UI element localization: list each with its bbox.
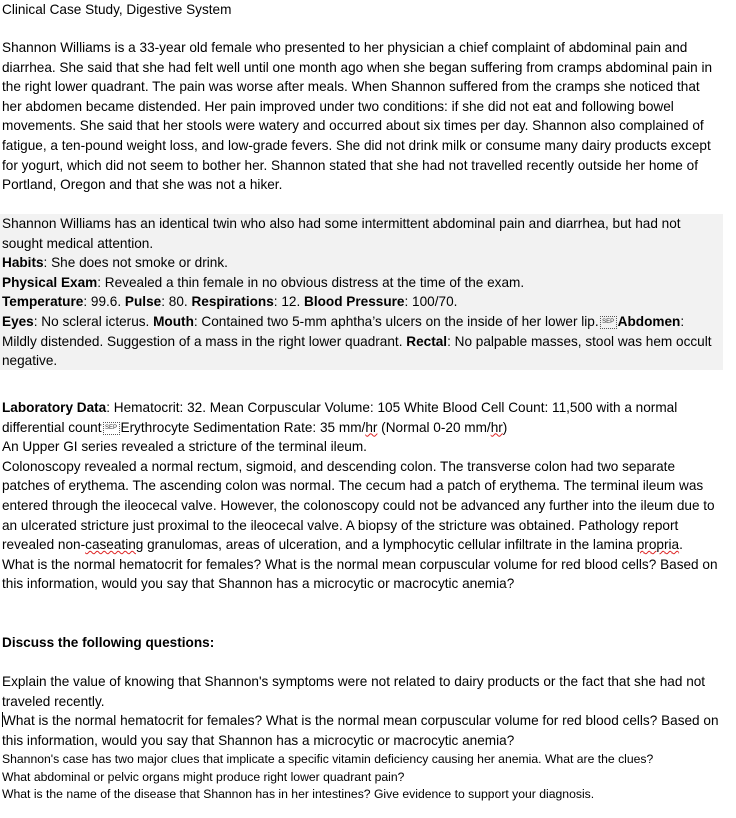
lab-label: Laboratory Data bbox=[2, 400, 107, 415]
document-title: Clinical Case Study, Digestive System bbox=[2, 2, 232, 17]
question-2: What is the normal hematocrit for females? What is the normal mean corpuscular volume for red blood cells? Based on this information, would you say that Shannon has a microcytic or macrocytic anemia? bbox=[2, 713, 719, 748]
abdomen-text: : Mildly distended. Suggestion of a mass in the right lower quadrant. bbox=[2, 313, 685, 349]
abdomen-label: Abdomen bbox=[617, 313, 681, 329]
exam-block bbox=[2, 214, 722, 371]
pulse-value: : 80. bbox=[161, 294, 192, 310]
hr-unit-2: hr bbox=[490, 419, 503, 435]
question-1: Explain the value of knowing that Shannon's symptoms were not related to dairy products or the fact that she had not traveled recently. bbox=[2, 674, 706, 709]
rectal-text: : No palpable masses, stool was hem occult negative. bbox=[2, 333, 712, 369]
colonoscopy-text-a: Colonoscopy revealed a normal rectum, sigmoid, and descending colon. The transverse colon had two separate patches of erythema. The ascending colon was normal. The cecum had a patch of erythema. The terminal ileum was entered through the ileocecal valve. However, the colonoscopy could not be advanced any further into the ileum due to an ulcerated stricture just proximal to the ileocecal valve. A biopsy of the stricture was obtained. Pathology report revealed non- bbox=[2, 458, 715, 553]
lab-block bbox=[2, 398, 722, 594]
question-hematocrit-top: What is the normal hematocrit for females? What is the normal mean corpuscular volume for red blood cells? Based on this information, would you say that Shannon has a microcytic or macrocytic anemia? bbox=[2, 556, 718, 592]
temperature-value: : 99.6. bbox=[83, 294, 125, 310]
blood-pressure-label: Blood Pressure bbox=[304, 294, 405, 310]
discuss-heading-text: Discuss the following questions: bbox=[2, 635, 215, 650]
lab-text-b: Erythrocyte Sedimentation Rate: 35 mm/ bbox=[120, 419, 366, 435]
upper-gi-text: An Upper GI series revealed a stricture of the terminal ileum. bbox=[2, 439, 367, 455]
exam-label: Physical Exam bbox=[2, 274, 98, 290]
mouth-text: : Contained two 5-mm aphtha’s ulcers on the inside of her lower lip. bbox=[193, 313, 599, 329]
lab-text-a: : Hematocrit: 32. Mean Corpuscular Volume: 105 White Blood Cell Count: 11,500 with a normal differential count bbox=[2, 400, 678, 435]
habits-label: Habits bbox=[2, 255, 44, 271]
question-5: What is the name of the disease that Shannon has in her intestines? Give evidence to support your diagnosis. bbox=[2, 787, 595, 802]
mouth-label: Mouth bbox=[153, 313, 194, 329]
twin-text: Shannon Williams has an identical twin who also had some intermittent abdominal pain and diarrhea, but had not sought medical attention. bbox=[2, 216, 681, 251]
questions-small-block bbox=[2, 751, 722, 804]
case-paragraph: Shannon Williams is a 33-year old female who presented to her physician a chief complaint of abdominal pain and diarrhea. She said that she had felt well until one month ago when she began suffering from cramps abdominal pain in the right lower quadrant. The pain was worse after meals. When Shannon suffered from the cramps she noticed that her abdomen became distended. Her pain improved under two conditions: if she did not eat and following bowel movements. She said that her stools were watery and occurred about six times per day. Shannon also complained of fatigue, a ten-pound weight loss, and low-grade fevers. She did not drink milk or consume many dairy products except for yogurt, which did not seem to bother her. Shannon stated that she had not travelled recently outside her home of Portland, Oregon and that she was not a hiker. bbox=[2, 40, 713, 193]
habits-text: : She does not smoke or drink. bbox=[43, 255, 228, 271]
question-3: Shannon's case has two major clues that implicate a specific vitamin deficiency causing her anemia. What are the clues? bbox=[2, 752, 654, 766]
propria-word: propria bbox=[636, 537, 680, 553]
lab-text-c: (Normal 0-20 mm/ bbox=[377, 419, 491, 435]
eyes-label: Eyes bbox=[2, 313, 34, 329]
respirations-label: Respirations bbox=[191, 294, 274, 310]
hr-unit: hr bbox=[365, 419, 378, 435]
sep-marker: SEP bbox=[600, 316, 617, 329]
exam-text: : Revealed a thin female in no obvious distress at the time of the exam. bbox=[97, 274, 525, 290]
temperature-label: Temperature bbox=[2, 294, 84, 310]
sep-marker-2: SEP bbox=[103, 422, 120, 435]
pulse-label: Pulse bbox=[124, 294, 162, 310]
lab-text-d: ) bbox=[502, 419, 508, 435]
blood-pressure-value: : 100/70. bbox=[404, 294, 458, 310]
discuss-heading bbox=[2, 633, 722, 653]
rectal-label: Rectal bbox=[406, 333, 448, 349]
question-4: What abdominal or pelvic organs might produce right lower quadrant pain? bbox=[2, 769, 405, 784]
questions-block bbox=[2, 672, 722, 750]
respirations-value: : 12. bbox=[273, 294, 305, 310]
colonoscopy-text-c: . bbox=[679, 537, 683, 553]
eyes-text: : No scleral icterus. bbox=[33, 313, 154, 329]
colonoscopy-text-b: granulomas, areas of ulceration, and a lymphocytic cellular infiltrate in the lamina bbox=[143, 537, 637, 553]
caseating-word: caseating bbox=[85, 537, 144, 553]
